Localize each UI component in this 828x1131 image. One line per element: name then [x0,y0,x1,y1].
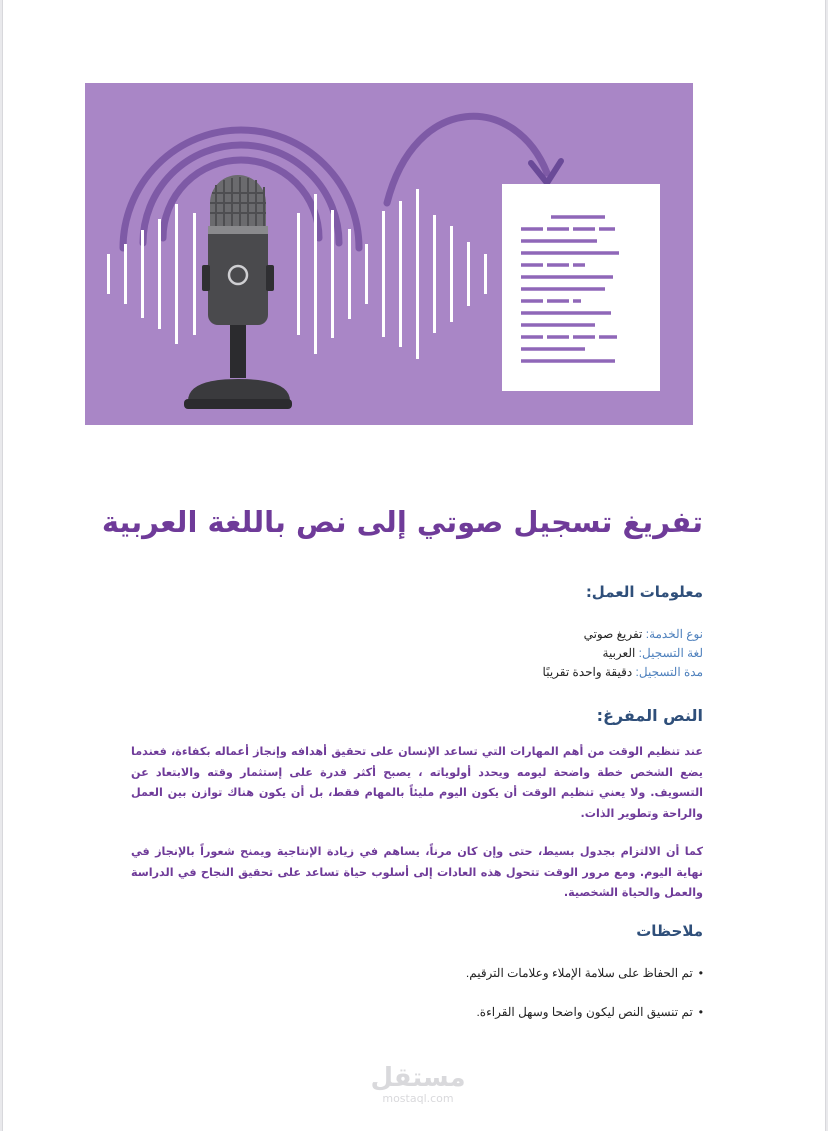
wave-bar [365,244,368,304]
info-section-heading: معلومات العمل: [585,583,703,601]
info-value: العربية [602,646,639,660]
watermark-logo: مستقل [370,1063,466,1093]
page-title: تفريغ تسجيل صوتي إلى نص باللغة العربية [101,505,703,539]
wave-bar [433,215,436,333]
wave-bar [141,230,144,318]
document-icon [502,184,660,391]
wave-bar [399,201,402,347]
info-row-service [543,625,703,644]
wave-bar [193,213,196,335]
wave-bar [484,254,487,294]
notes-section-heading: ملاحظات [636,922,703,940]
info-row-language [543,644,703,663]
wave-bar [450,226,453,322]
info-key: نوع الخدمة: [645,627,703,641]
wave-bar [107,254,110,294]
wave-bar [331,210,334,338]
wave-bar [467,242,470,306]
info-key: لغة التسجيل: [638,646,703,660]
note-text: تم الحفاظ على سلامة الإملاء وعلامات الترقيم. [465,966,693,980]
transcript-section-heading: النص المفرغ: [596,706,703,725]
wave-bar [297,213,300,335]
note-item [476,1005,703,1019]
transcript-paragraph-2: كما أن الالتزام بجدول بسيط، حتى وإن كان مرناً، يساهم في زيادة الإنتاجية ويمنح شعوراً بالإنجاز في نهاية اليوم. ومع مرور الوقت تتحول هذه العادات إلى أسلوب حياة تساعد على تحقيق النجاح في الدراسة والعمل والحياة الشخصية. [131,845,703,899]
bullet-icon: • [698,1005,703,1019]
wave-bar [348,229,351,319]
wave-bar [124,244,127,304]
info-value: تفريغ صوتي [583,627,646,641]
wave-bar [314,194,317,354]
info-key: مدة التسجيل: [635,665,703,679]
audio-to-text-illustration [85,83,693,425]
mostaql-watermark [366,1064,470,1105]
wave-bar [416,189,419,359]
bullet-icon: • [698,966,703,980]
note-text: تم تنسيق النص ليكون واضحا وسهل القراءة. [476,1005,693,1019]
transcript-paragraph-1: عند تنظيم الوقت من أهم المهارات التي تساعد الإنسان على تحقيق أهدافه وإنجاز أعماله بكفاءة، فعندما يضع الشخص خطة واضحة ليومه ويحدد أولوياته ، يصبح أكثر قدرة على إستثمار وقته والابتعاد عن التسويف. ولا يعني تنظيم الوقت أن يكون اليوم مليئاً بالمهام فقط، بل أن يكون هناك توازن بين العمل والراحة وتطوير الذات. [131,745,703,820]
hero-illustration [85,83,693,425]
note-item [466,966,703,980]
wave-bar [175,204,178,344]
wave-bar [158,219,161,329]
document-page [2,0,826,1131]
info-value: دقيقة واحدة تقريبًا [542,665,636,679]
info-list [543,625,703,682]
info-row-duration [543,663,703,682]
watermark-url: mostaql.com [382,1092,454,1105]
wave-bar [382,211,385,337]
